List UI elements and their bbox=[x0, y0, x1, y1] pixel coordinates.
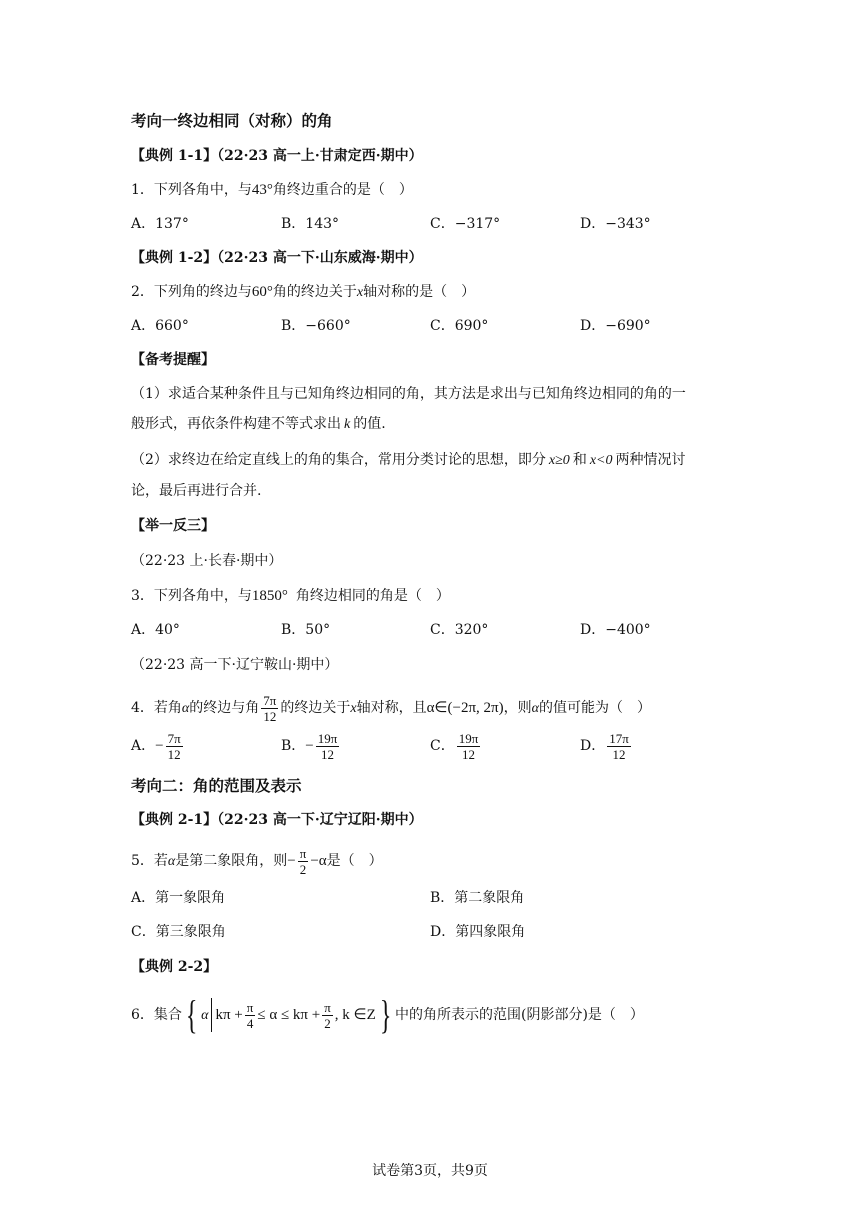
page-footer: 试卷第3页，共9页 bbox=[372, 1163, 488, 1179]
q3-option-d: D．−400° bbox=[580, 622, 651, 638]
practice-source-3: （22·23 上·长春·期中） bbox=[131, 553, 283, 569]
q4-option-b-fraction bbox=[316, 731, 340, 762]
question-6-alpha: α bbox=[201, 1008, 209, 1023]
q5-option-c: C．第三象限角 bbox=[131, 924, 226, 940]
q1-option-c: C．−317° bbox=[430, 216, 501, 232]
example-2-2-header: 【典例 2-2】 bbox=[131, 959, 218, 975]
q5-option-a: A．第一象限角 bbox=[131, 890, 226, 906]
tips-p1b-suffix: 的值. bbox=[353, 416, 386, 432]
question-6-den1: 4 bbox=[246, 1015, 254, 1031]
tips-p2a-suffix: 两种情况讨 bbox=[615, 452, 686, 468]
q4-option-b-label: B． bbox=[281, 738, 306, 754]
question-2-prefix: 2．下列角的终边与 bbox=[131, 284, 252, 300]
practice-source-4: （22·23 高一下·辽宁鞍山·期中） bbox=[131, 657, 339, 673]
question-4-alpha: α bbox=[181, 701, 190, 716]
q4-option-c-fraction bbox=[457, 731, 481, 762]
question-4-suffix: 的值可能为（ ） bbox=[538, 700, 651, 716]
example-1-2-header: 【典例 1-2】（22·23 高一下·山东威海·期中） bbox=[131, 250, 423, 266]
question-6-fraction-1 bbox=[245, 1000, 256, 1031]
tips-p2a-cond1: x≥0 bbox=[548, 453, 570, 468]
question-6-num1: π bbox=[246, 999, 254, 1015]
question-6-k1: kπ + bbox=[215, 1007, 243, 1023]
example-2-1-header: 【典例 2-1】（22·23 高一下·辽宁辽阳·期中） bbox=[131, 812, 423, 828]
tips-paragraph-2a bbox=[131, 450, 685, 471]
practice-title: 【举一反三】 bbox=[131, 518, 215, 534]
q2-option-b: B．−660° bbox=[281, 318, 351, 334]
q4-option-a-num: 7π bbox=[167, 730, 181, 746]
question-5-mid: 是第二象限角，则 bbox=[175, 853, 288, 869]
question-4-alpha-2: α bbox=[531, 701, 539, 716]
question-4-range: α∈(−2π, 2π) bbox=[426, 700, 504, 716]
question-5-neg: − bbox=[287, 853, 296, 869]
q5-option-b: B．第二象限角 bbox=[430, 890, 525, 906]
question-1-angle: 43° bbox=[251, 182, 273, 198]
question-5-tail: −α bbox=[310, 853, 327, 869]
question-1 bbox=[131, 180, 413, 200]
q4-option-d-fraction bbox=[607, 731, 631, 762]
question-5-den: 2 bbox=[299, 861, 307, 877]
tips-paragraph-1a: （1）求适合某种条件且与已知角终边相同的角，其方法是求出与已知角终边相同的角的一 bbox=[131, 386, 686, 402]
q3-option-c: C．320° bbox=[430, 622, 489, 638]
question-3-suffix: 角终边相同的角是（ ） bbox=[295, 588, 450, 604]
q4-option-b-sign: − bbox=[305, 738, 314, 754]
q2-option-a: A．660° bbox=[131, 318, 189, 334]
question-3-prefix: 3．下列各角中，与 bbox=[131, 588, 252, 604]
tips-p1b-k: k bbox=[344, 417, 351, 432]
q4-option-a-fraction bbox=[166, 731, 183, 762]
q4-option-d bbox=[580, 729, 633, 763]
question-5-prefix: 5．若 bbox=[131, 853, 168, 869]
set-bar bbox=[211, 998, 212, 1032]
question-2 bbox=[131, 282, 475, 303]
question-5-fraction bbox=[298, 846, 309, 877]
question-6-condition: , k ∈Z bbox=[334, 1007, 376, 1023]
q1-option-d: D．−343° bbox=[580, 216, 651, 232]
question-1-suffix: 角终边重合的是（ ） bbox=[272, 182, 413, 198]
q4-option-a-den: 12 bbox=[167, 746, 181, 762]
section-title-2: 考向二：角的范围及表示 bbox=[131, 777, 302, 795]
question-6-fraction-2 bbox=[322, 1000, 333, 1031]
section-title-1: 考向一终边相同（对称）的角 bbox=[131, 112, 333, 130]
question-4-fraction bbox=[261, 693, 278, 724]
question-3 bbox=[131, 586, 450, 606]
question-4-prefix: 4．若角 bbox=[131, 700, 182, 716]
set-open-brace: { bbox=[185, 992, 198, 1037]
q2-option-c: C．690° bbox=[430, 318, 489, 334]
q4-option-c-den: 12 bbox=[462, 746, 475, 762]
tips-paragraph-1b bbox=[131, 414, 386, 435]
q1-option-a: A．137° bbox=[131, 216, 189, 232]
q5-option-d: D．第四象限角 bbox=[430, 924, 526, 940]
question-2-suffix: 轴对称的是（ ） bbox=[363, 284, 476, 300]
question-1-prefix: 1．下列各角中，与 bbox=[131, 182, 252, 198]
question-4-mid4: ，则 bbox=[503, 700, 532, 716]
question-6-num2: π bbox=[324, 999, 331, 1015]
q4-option-b bbox=[281, 729, 341, 763]
q4-option-a-label: A． bbox=[131, 738, 156, 754]
question-4-mid3: 轴对称，且 bbox=[356, 700, 427, 716]
q3-option-a: A．40° bbox=[131, 622, 180, 638]
tips-title: 【备考提醒】 bbox=[131, 352, 215, 368]
question-4-axis: x bbox=[350, 701, 357, 716]
question-6-prefix: 6．集合 bbox=[131, 1007, 182, 1023]
q2-option-d: D．−690° bbox=[580, 318, 651, 334]
example-1-1-header: 【典例 1-1】（22·23 高一上·甘肃定西·期中） bbox=[131, 148, 423, 164]
question-4-fraction-den: 12 bbox=[263, 708, 277, 724]
question-5 bbox=[131, 844, 383, 879]
q4-option-c-label: C． bbox=[430, 738, 455, 754]
q4-option-a-sign: − bbox=[155, 738, 164, 754]
q4-option-d-num: 17π bbox=[609, 730, 629, 746]
question-5-alpha: α bbox=[167, 854, 176, 869]
q4-option-c bbox=[430, 729, 482, 763]
question-3-angle: 1850° bbox=[251, 588, 288, 604]
q4-option-b-num: 19π bbox=[317, 730, 338, 746]
question-2-mid: 角的终边关于 bbox=[272, 284, 357, 300]
tips-paragraph-2b: 论，最后再进行合并. bbox=[131, 483, 262, 499]
q4-option-a bbox=[131, 729, 185, 763]
question-6 bbox=[131, 992, 644, 1037]
question-4-mid1: 的终边与角 bbox=[189, 700, 260, 716]
q3-option-b: B．50° bbox=[281, 622, 331, 638]
tips-p1b-prefix: 般形式，再依条件构建不等式求出 bbox=[131, 416, 341, 432]
set-close-brace: } bbox=[379, 992, 392, 1037]
question-2-angle: 60° bbox=[251, 284, 273, 300]
q4-option-b-den: 12 bbox=[321, 746, 335, 762]
q4-option-d-den: 12 bbox=[612, 746, 626, 762]
question-4 bbox=[131, 691, 651, 726]
question-5-num: π bbox=[299, 845, 307, 861]
question-6-inequality: ≤ α ≤ kπ + bbox=[257, 1007, 321, 1023]
question-6-suffix: 中的角所表示的范围(阴影部分)是（ ） bbox=[394, 1007, 644, 1023]
q4-option-c-num: 19π bbox=[458, 730, 479, 746]
question-4-mid2: 的终边关于 bbox=[280, 700, 351, 716]
question-5-suffix: 是（ ） bbox=[326, 853, 383, 869]
question-6-den2: 2 bbox=[324, 1015, 331, 1031]
q1-option-b: B．143° bbox=[281, 216, 340, 232]
tips-p2a-prefix: （2）求终边在给定直线上的角的集合，常用分类讨论的思想，即分 bbox=[131, 452, 546, 468]
question-4-fraction-num: 7π bbox=[263, 692, 277, 708]
q4-option-d-label: D． bbox=[580, 738, 606, 754]
question-2-axis: x bbox=[356, 285, 364, 300]
tips-p2a-mid: 和 bbox=[572, 452, 587, 468]
tips-p2a-cond2: x<0 bbox=[589, 453, 613, 468]
